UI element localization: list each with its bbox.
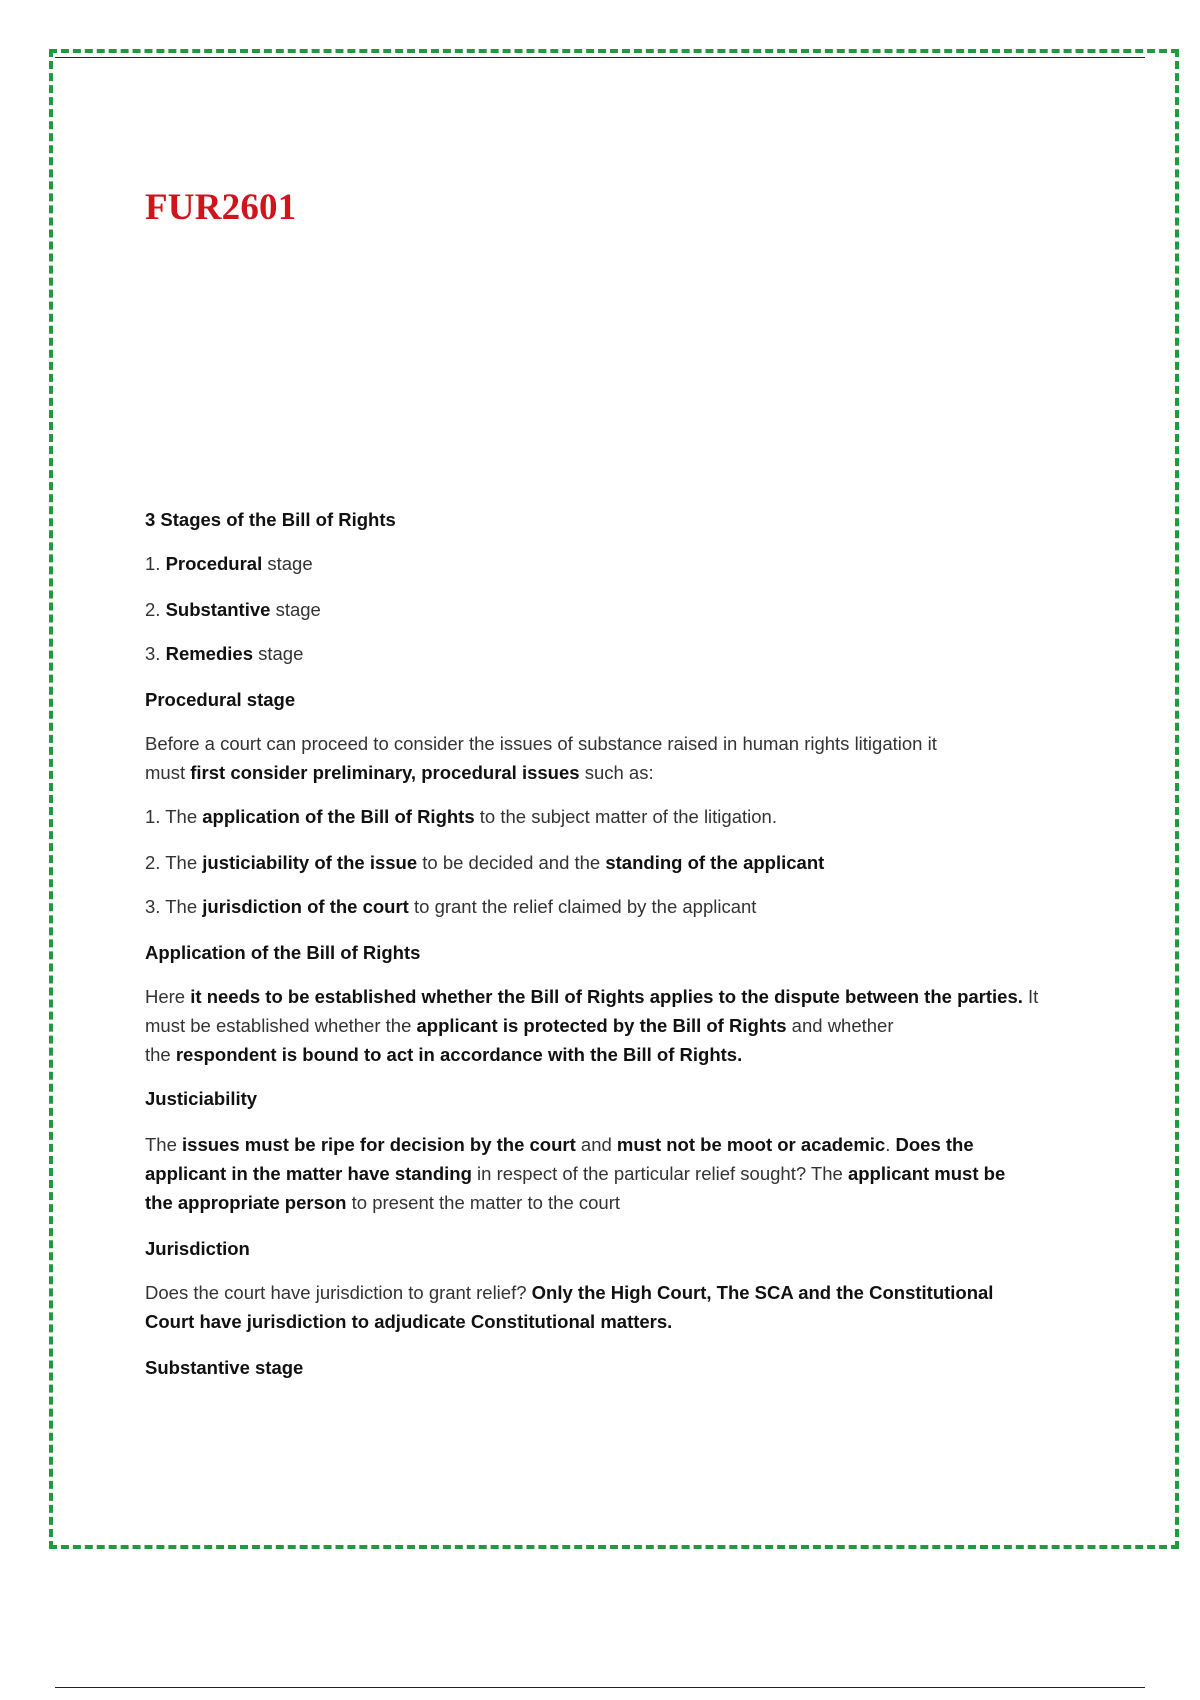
text-run: and [575, 1134, 617, 1155]
text-run: to be decided and the [417, 852, 606, 873]
text-run-bold: respondent is bound to act in accordance with the Bill of Rights. [175, 1044, 743, 1065]
text-run: . [885, 1134, 896, 1155]
text-run: such as: [579, 762, 654, 783]
text-run: must [145, 762, 191, 783]
text-run: Does the court have jurisdiction to grant relief? [145, 1282, 532, 1303]
text-run: the [145, 1044, 176, 1065]
stage-suffix: stage [252, 643, 304, 664]
text-run: to grant the relief claimed by the applicant [408, 896, 757, 917]
stage-number: 3. [145, 643, 166, 664]
stage-item [145, 639, 1105, 668]
text-run-bold: Only the High Court, The SCA and the Constitutional [531, 1282, 994, 1303]
text-run: and whether [786, 1015, 894, 1036]
stage-name: Procedural [165, 553, 263, 574]
text-run: Before a court can proceed to consider the issues of substance raised in human rights litigation it [145, 733, 937, 754]
procedural-paragraph [145, 729, 1105, 787]
procedural-item [145, 802, 1105, 831]
text-run: Here [145, 986, 191, 1007]
text-run-bold: applicant in the matter have standing [145, 1163, 472, 1184]
text-run-bold: applicant must be [847, 1163, 1006, 1184]
text-run-bold: application of the Bill of Rights [202, 806, 475, 827]
procedural-item [145, 892, 1105, 921]
text-run: 3. The [145, 896, 203, 917]
justiciability-paragraph [145, 1130, 1105, 1217]
text-run: to present the matter to the court [346, 1192, 621, 1213]
text-run: must be established whether the [145, 1015, 417, 1036]
text-run: The [145, 1134, 183, 1155]
text-run-bold: standing of the applicant [605, 852, 825, 873]
jurisdiction-paragraph [145, 1278, 1105, 1336]
footer-rule [55, 1687, 1145, 1688]
text-run-bold: must not be moot or academic [616, 1134, 886, 1155]
text-run: 1. The [145, 806, 203, 827]
stage-item [145, 595, 1105, 624]
text-run-bold: issues must be ripe for decision by the court [182, 1134, 576, 1155]
text-run-bold: first consider preliminary, procedural issues [190, 762, 580, 783]
stage-suffix: stage [262, 553, 313, 574]
stage-name: Substantive [165, 599, 271, 620]
application-heading: Application of the Bill of Rights [145, 942, 421, 963]
document-body [145, 505, 1105, 1382]
document-title: FUR2601 [145, 187, 297, 228]
header-rule [55, 57, 1145, 58]
stages-heading: 3 Stages of the Bill of Rights [145, 509, 396, 530]
text-run-bold: it needs to be established whether the Bill of Rights applies to the dispute between the parties. [190, 986, 1023, 1007]
text-run-bold: the appropriate person [145, 1192, 347, 1213]
text-run-bold: Court have jurisdiction to adjudicate Constitutional matters. [145, 1311, 673, 1332]
text-run: in respect of the particular relief sought? The [471, 1163, 848, 1184]
procedural-item [145, 848, 1105, 877]
substantive-heading: Substantive stage [145, 1357, 304, 1378]
stage-name: Remedies [165, 643, 253, 664]
text-run-bold: Does the [895, 1134, 974, 1155]
text-run: It [1022, 986, 1039, 1007]
text-run: to the subject matter of the litigation. [474, 806, 777, 827]
text-run-bold: jurisdiction of the court [202, 896, 409, 917]
text-run-bold: justiciability of the issue [202, 852, 418, 873]
stage-item [145, 549, 1105, 578]
justiciability-heading: Justiciability [145, 1088, 258, 1109]
text-run-bold: applicant is protected by the Bill of Rights [416, 1015, 787, 1036]
jurisdiction-heading: Jurisdiction [145, 1238, 250, 1259]
stage-suffix: stage [270, 599, 321, 620]
application-paragraph [145, 982, 1105, 1069]
stage-number: 2. [145, 599, 166, 620]
stage-number: 1. [145, 553, 166, 574]
text-run: 2. The [145, 852, 203, 873]
procedural-heading: Procedural stage [145, 689, 296, 710]
